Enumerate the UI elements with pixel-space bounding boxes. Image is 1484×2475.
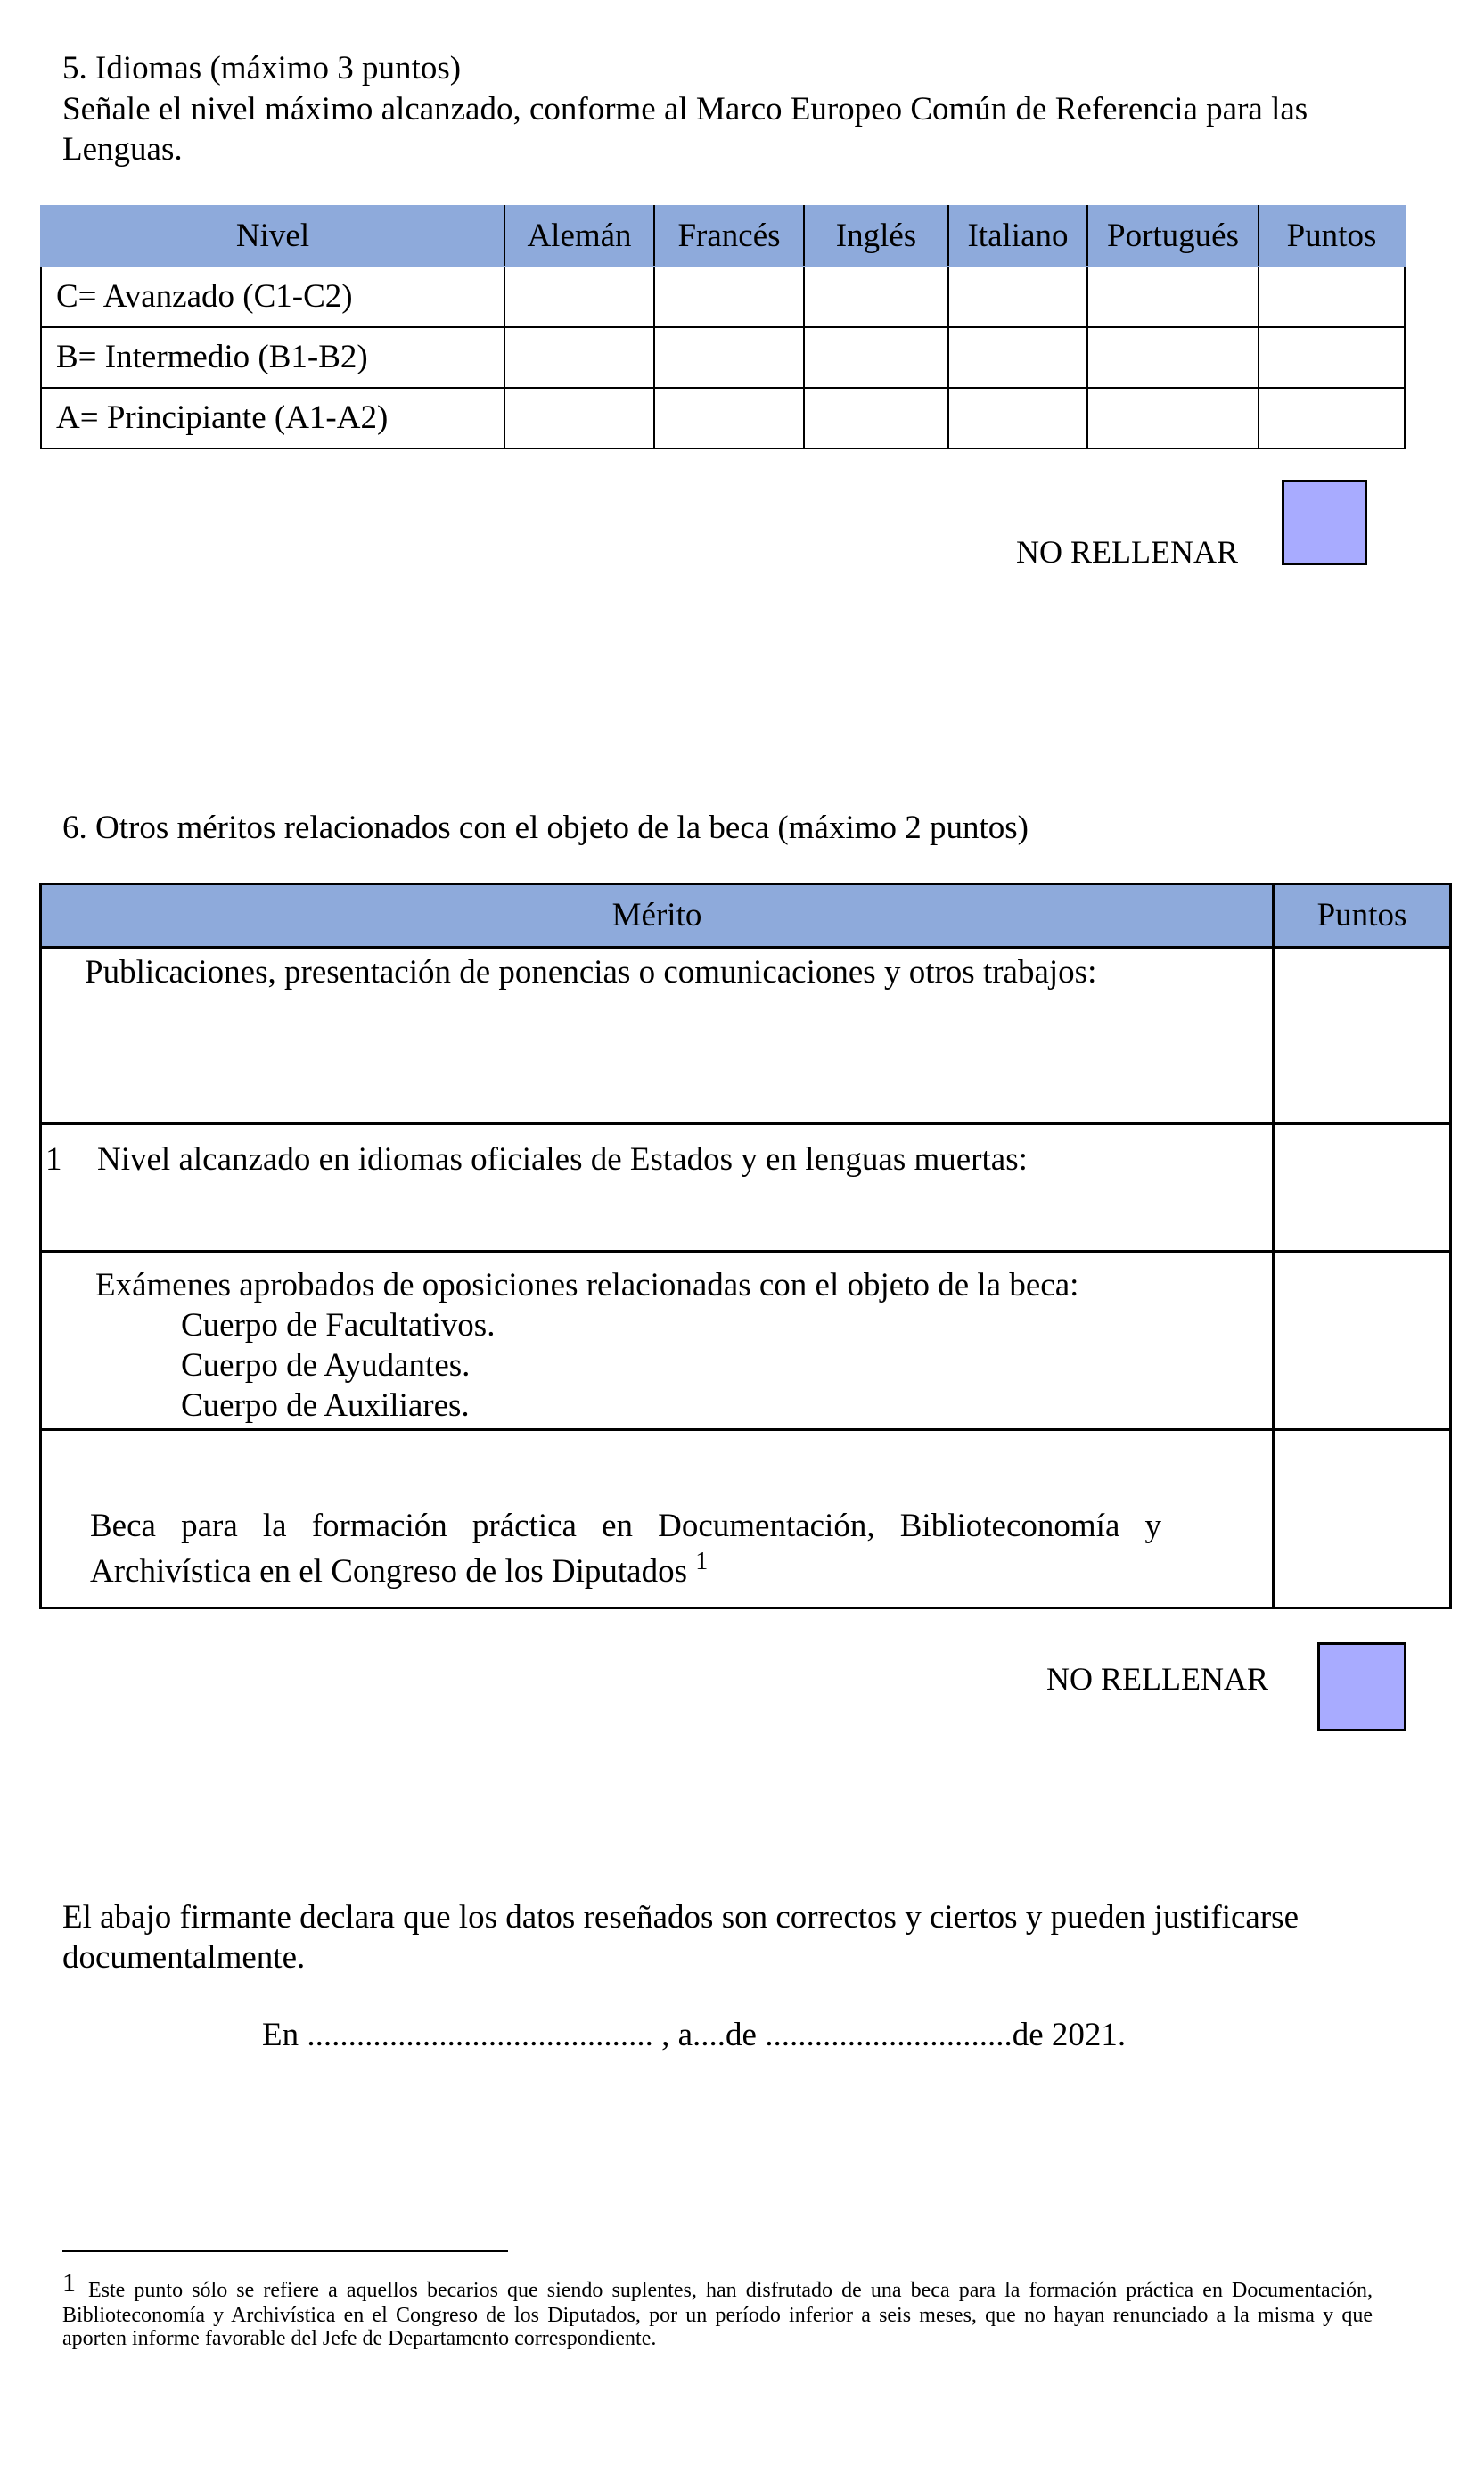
cell-portugues[interactable] <box>1087 327 1259 388</box>
exam-item: Cuerpo de Auxiliares. <box>181 1387 470 1425</box>
no-rellenar-box <box>1317 1642 1406 1731</box>
merit-languages <box>41 1124 1274 1252</box>
no-rellenar-label: NO RELLENAR <box>1046 1661 1268 1697</box>
section-5-intro: Señale el nivel máximo alcanzado, conforme al Marco Europeo Común de Referencia para las Lenguas. <box>62 91 1308 169</box>
cell-aleman[interactable] <box>504 327 654 388</box>
level-label: C= Avanzado (C1-C2) <box>41 267 504 327</box>
cell-frances[interactable] <box>654 267 804 327</box>
exam-item: Cuerpo de Facultativos. <box>181 1307 496 1344</box>
table-row <box>41 1430 1451 1608</box>
header-nivel: Nivel <box>41 206 504 267</box>
table-row <box>41 388 1405 448</box>
header-puntos: Puntos <box>1259 206 1405 267</box>
merit-exams <box>41 1252 1274 1430</box>
merit-beca <box>41 1430 1274 1608</box>
merits-table <box>39 883 1452 1609</box>
merit-exams-block <box>95 1265 1078 1427</box>
cell-ingles[interactable] <box>804 388 948 448</box>
cell-portugues[interactable] <box>1087 388 1259 448</box>
header-frances: Francés <box>654 206 804 267</box>
exam-item: Cuerpo de Ayudantes. <box>181 1347 471 1385</box>
cell-puntos[interactable] <box>1259 388 1405 448</box>
no-rellenar-label: NO RELLENAR <box>1016 534 1238 570</box>
header-puntos: Puntos <box>1274 884 1451 948</box>
footnote <box>62 2268 1373 2351</box>
section-5-title: 5. Idiomas (máximo 3 puntos) <box>62 50 462 86</box>
merit-exams-label: Exámenes aprobados de oposiciones relacionadas con el objeto de la beca: <box>95 1267 1079 1303</box>
points-cell[interactable] <box>1274 948 1451 1124</box>
header-aleman: Alemán <box>504 206 654 267</box>
header-portugues: Portugués <box>1087 206 1259 267</box>
footnote-divider <box>62 2250 508 2252</box>
footnote-reference: 1 <box>695 1548 709 1576</box>
cell-aleman[interactable] <box>504 388 654 448</box>
cell-aleman[interactable] <box>504 267 654 327</box>
points-cell[interactable] <box>1274 1252 1451 1430</box>
cell-ingles[interactable] <box>804 267 948 327</box>
cell-puntos[interactable] <box>1259 327 1405 388</box>
table-row <box>41 948 1451 1124</box>
languages-table-header <box>41 206 1405 267</box>
merits-table-header <box>41 884 1451 948</box>
place-date-line[interactable]: En .......................................... , a....de ..............................de 2021. <box>262 2017 1127 2053</box>
merit-languages-number: 1 <box>45 1141 62 1178</box>
cell-puntos[interactable] <box>1259 267 1405 327</box>
header-merito: Mérito <box>41 884 1274 948</box>
merit-publications <box>41 948 1274 1124</box>
points-cell[interactable] <box>1274 1430 1451 1608</box>
table-row <box>41 1252 1451 1430</box>
section-6-title: 6. Otros méritos relacionados con el objeto de la beca (máximo 2 puntos) <box>62 810 1029 846</box>
cell-ingles[interactable] <box>804 327 948 388</box>
cell-italiano[interactable] <box>948 388 1087 448</box>
cell-frances[interactable] <box>654 327 804 388</box>
footnote-mark: 1 <box>62 2268 76 2298</box>
table-row <box>41 327 1405 388</box>
merit-beca-line-1: Beca para la formación práctica en Documentación, Biblioteconomía y <box>90 1508 1161 1544</box>
cell-italiano[interactable] <box>948 267 1087 327</box>
declaration-text: El abajo firmante declara que los datos reseñados son correctos y ciertos y pueden justificarse documentalmente. <box>62 1899 1299 1977</box>
footnote-text: Este punto sólo se refiere a aquellos becarios que siendo suplentes, han disfrutado de una beca para la formación práctica en Documentación, Biblioteconomía y Archivística en el Congreso de los Diputados, por un período inferior a seis meses, que no hayan renunciado a la misma y que aporten informe favorable del Jefe de Departamento correspondiente. <box>62 2279 1373 2351</box>
merit-publications-label: Publicaciones, presentación de ponencias o comunicaciones y otros trabajos: <box>85 954 1097 991</box>
level-label: A= Principiante (A1-A2) <box>41 388 504 448</box>
languages-table <box>40 205 1406 449</box>
cell-frances[interactable] <box>654 388 804 448</box>
points-cell[interactable] <box>1274 1124 1451 1252</box>
header-ingles: Inglés <box>804 206 948 267</box>
cell-portugues[interactable] <box>1087 267 1259 327</box>
level-label: B= Intermedio (B1-B2) <box>41 327 504 388</box>
cell-italiano[interactable] <box>948 327 1087 388</box>
merit-beca-line-2: Archivística en el Congreso de los Diputados <box>90 1553 687 1591</box>
merit-languages-label: Nivel alcanzado en idiomas oficiales de Estados y en lenguas muertas: <box>97 1141 1028 1178</box>
table-row <box>41 267 1405 327</box>
header-italiano: Italiano <box>948 206 1087 267</box>
merit-beca-block <box>90 1506 1161 1591</box>
no-rellenar-box <box>1282 480 1367 565</box>
table-row <box>41 1124 1451 1252</box>
